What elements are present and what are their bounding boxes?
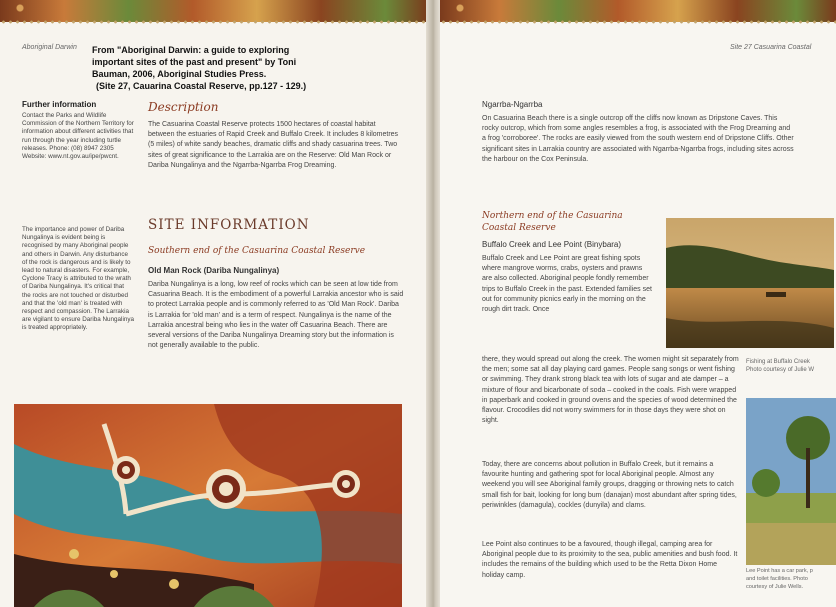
description-text: The Casuarina Coastal Reserve protects 1500 hectares of coastal habitat between the estuaries of Rapid Creek and Buffalo Creek. It includes 8 kilometres (5 miles) of white sandy beaches, dramatic cliffs and shady casuarina trees. Two sites of great significance to the Larrakia are on the Reserve: Old Man Rock or Dariba Nungalinya and the Ngarrba-Ngarrba Frog Dreaming. (148, 121, 399, 169)
further-info-title: Further information (22, 100, 97, 109)
right-page-border-art (440, 0, 836, 22)
running-head-right: Site 27 Casuarina Coastal (730, 44, 812, 51)
buffalo-creek-text-wide: there, they would spread out along the creek. The women might sit separately from the men; some sat all day playing card games. People sang songs or went fishing or swimming. They drank strong black tea with lots of sugar and ate damper – a mixture of flour and bicarbonate of soda – cooked in the coals. Fish were wrapped in paperbark and cooked in ground ovens and the species of wood determined the flavour. Crocodiles did not worry swimmers for in those days they were shot on sight. (482, 356, 739, 425)
right-page (440, 0, 836, 607)
photo2-caption-line3: courtesy of Julie Wells. (746, 584, 804, 590)
northern-end-heading-line2: Coastal Reserve (482, 223, 556, 233)
lee-point-paragraph: Lee Point also continues to be a favoured, though illegal, camping area for Aboriginal people due to its proximity to the sea, public amenities and bush food. It includes the remains of the building which used to be the Retta Dixon Home holiday camp. (482, 541, 738, 579)
buffalo-creek-text-narrow: Buffalo Creek and Lee Point are great fishing spots where mangrove worms, crabs, oysters and prawns are also collected. Aboriginal people fondly remember trips to Buffalo Creek in the past. Extended families set out for community picnics early in the morning on the rough dirt track. Once (482, 255, 652, 314)
southern-end-heading: Southern end of the Casuarina Coastal Reserve (148, 246, 366, 256)
aboriginal-artwork-image (14, 404, 402, 607)
lee-point-photo (746, 398, 836, 565)
right-page-dots (440, 20, 836, 24)
source-caption-line: Bauman, 2006, Aboriginal Studies Press. (92, 69, 267, 79)
description-heading: Description (148, 100, 219, 114)
ngarrba-heading: Ngarrba-Ngarrba (482, 100, 543, 109)
photo2-caption-line1: Lee Point has a car park, p (746, 568, 813, 574)
source-caption-line: (Site 27, Cauarina Coastal Reserve, pp.127 - 129.) (96, 81, 307, 91)
source-caption (92, 44, 332, 92)
source-caption-line: important sites of the past and present" by Toni (92, 57, 297, 67)
northern-end-heading-line1: Northern end of the Casuarina (482, 211, 623, 221)
old-man-rock-text: Dariba Nungalinya is a long, low reef of rocks which can be seen at low tide from Casuarina Beach. It is the embodiment of a powerful Larrakia ancestor who is said to protect Larrakia people and is commonly referred to as 'Old Man Rock'. Dariba is Larrakia for 'old man' and is a term of respect. Nungalinya is the name of the Larrakia ancestral being who lies in the water off Casuarina Beach. There are several versions of the Dariba Nungalinya Dreaming story but the information is not generally available to the public. (148, 281, 404, 350)
old-man-rock-heading: Old Man Rock (Dariba Nungalinya) (148, 266, 280, 275)
side-note: The importance and power of Dariba Nungalinya is evident being is recognised by many Aboriginal people and others in Darwin. Any disturbance of the rock is dangerous and is likely to lead to natural disasters. For example, Cyclone Tracy is attributed to the wrath of Dariba Nungalinya. It's critical that the rocks are not touched or disturbed and that the 'old man' is treated with respect and compassion. The Larrakia are vigilant to ensure Dariba Nungalinya is treated appropriately. (22, 226, 135, 332)
left-page-dots (0, 20, 428, 24)
buffalo-creek-heading: Buffalo Creek and Lee Point (Binybara) (482, 240, 622, 249)
site-information-heading: SITE INFORMATION (148, 217, 310, 233)
source-caption-line: From "Aboriginal Darwin: a guide to exploring (92, 45, 290, 55)
buffalo-creek-photo (666, 218, 834, 348)
today-paragraph: Today, there are concerns about pollution in Buffalo Creek, but it remains a favourite hunting and gathering spot for local Aboriginal people. Almost any weekend you will see Aboriginal family groups, dragging or throwing nets to catch small fish for bait, looking for long bum (danajan) most abundant after spring tides, periwinkles (damagula), cockles (dunyila) and clams. (482, 461, 737, 509)
photo1-caption-line1: Fishing at Buffalo Creek (746, 359, 810, 365)
running-head-left: Aboriginal Darwin (22, 44, 77, 51)
further-info-text: Contact the Parks and Wildlife Commission of the Northern Territory for information about different activities that run through the year including turtle releases. Phone: (08) 8947 2305 Website: www.nt.gov.au/ipe/pwcnt. (22, 112, 134, 161)
ngarrba-text: On Casuarina Beach there is a single outcrop off the cliffs now known as Dripstone Caves. This rocky outcrop, which from some angles resembles a frog, is associated with the Frog Dreaming and a frog 'corroboree'. The rocks are easily viewed from the south western end of Dripstone Cliffs. Other significant sites in Larrakia country are associated with Ngarrba-Ngarrba frogs, including sites across the harbour on the Cox Peninsula. (482, 115, 794, 163)
left-page-border-art (0, 0, 428, 22)
photo2-caption-line2: and toilet facilities. Photo (746, 576, 808, 582)
photo1-caption-line2: Photo courtesy of Julie W (746, 367, 815, 373)
